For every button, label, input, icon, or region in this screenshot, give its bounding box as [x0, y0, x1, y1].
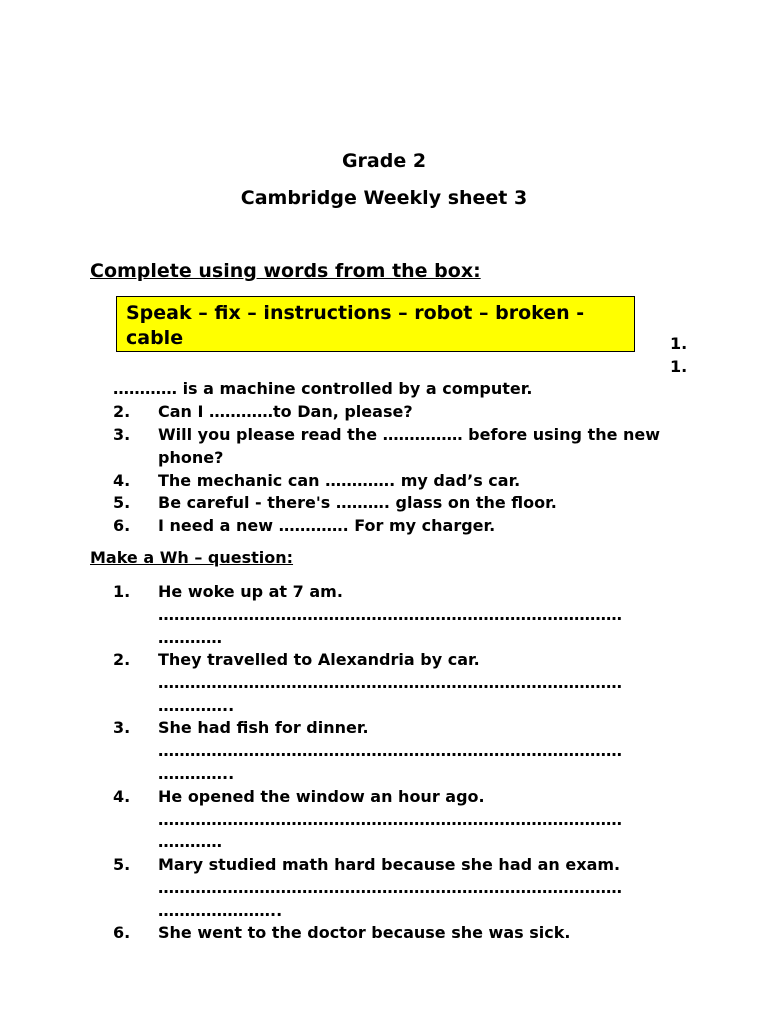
exercise-1-item-1: ………… is a machine controlled by a computer. — [113, 379, 533, 398]
item-number: 4. — [113, 471, 131, 490]
item-text: Will you please read the …………… before using the new phone? — [158, 425, 661, 467]
question-sentence: Mary studied math hard because she had an exam. — [158, 855, 621, 874]
item-number: 6. — [113, 923, 131, 942]
item-text: Be careful - there's ………. glass on the floor. — [158, 493, 557, 512]
question-sentence: She went to the doctor because she was sick. — [158, 923, 571, 942]
item-number: 1. — [113, 582, 131, 601]
item-number: 5. — [113, 855, 131, 874]
item-text: The mechanic can …………. my dad’s car. — [158, 471, 521, 490]
grade-title: Grade 2 — [341, 150, 427, 172]
answer-dots-line: …………………………………………………………………………… — [158, 810, 622, 829]
item-text: Can I …………to Dan, please? — [158, 402, 413, 421]
item-number: 2. — [113, 650, 131, 669]
item-number: 2. — [113, 402, 131, 421]
item-text: I need a new …………. For my charger. — [158, 516, 496, 535]
question-sentence: He woke up at 7 am. — [158, 582, 343, 601]
question-sentence: He opened the window an hour ago. — [158, 787, 485, 806]
item-number: 6. — [113, 516, 131, 535]
answer-dots-line: ………… — [158, 628, 222, 647]
section-2-heading: Make a Wh – question: — [90, 548, 294, 567]
answer-dots-line: ………… — [158, 832, 222, 851]
word-box: Speak – fix – instructions – robot – broken - cable — [116, 296, 635, 352]
answer-dots-line: …………………………………………………………………………… — [158, 878, 622, 897]
answer-dots-line: ………………….. — [158, 901, 283, 920]
answer-dots-line: …………………………………………………………………………… — [158, 673, 622, 692]
question-sentence: She had fish for dinner. — [158, 718, 369, 737]
answer-dots-line: …………………………………………………………………………… — [158, 741, 622, 760]
answer-dots-line: ………….. — [158, 764, 235, 783]
item-number: 4. — [113, 787, 131, 806]
side-number: 1. — [670, 357, 688, 376]
side-number: 1. — [670, 334, 688, 353]
answer-dots-line: ………….. — [158, 696, 235, 715]
item-number: 3. — [113, 718, 131, 737]
sheet-title: Cambridge Weekly sheet 3 — [240, 187, 528, 209]
item-number: 5. — [113, 493, 131, 512]
section-1-heading: Complete using words from the box: — [90, 260, 481, 282]
item-number: 3. — [113, 425, 131, 444]
question-sentence: They travelled to Alexandria by car. — [158, 650, 480, 669]
answer-dots-line: …………………………………………………………………………… — [158, 605, 622, 624]
